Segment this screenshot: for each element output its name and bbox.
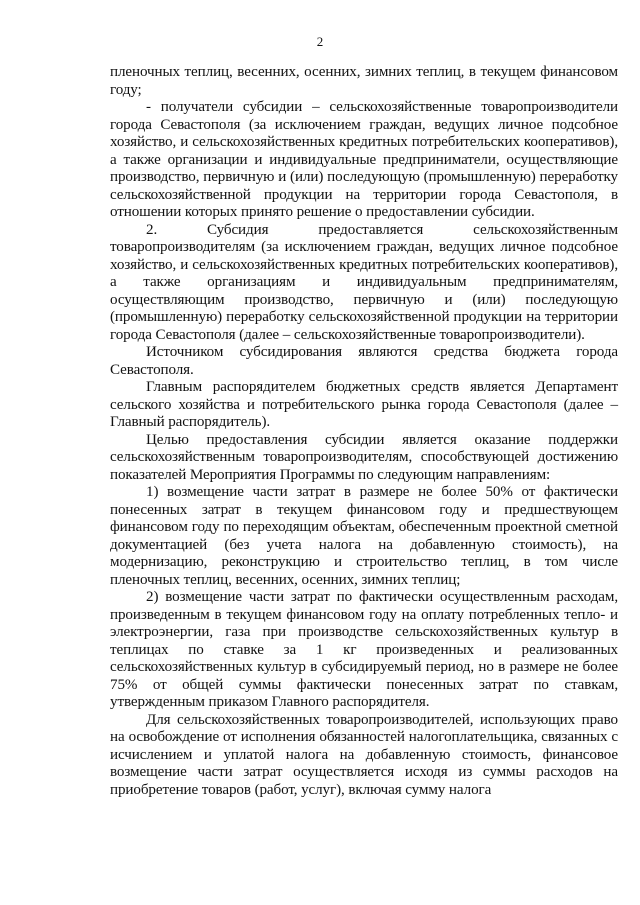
paragraph-direction-2: 2) возмещение части затрат по фактически осуществленным расходам, произведенным в текущем финансовом году на оплату потребленных тепло- и электроэнергии, газа при производстве сельскохозяйственных культур в теплицах по ставке за 1 кг произведенных и реализованных сельскохозяйственных культур в субсидируемый период, но в размере не более 75% от общей суммы фактически понесенных затрат по ставкам, утвержденным приказом Главного распорядителя. — [110, 589, 618, 710]
paragraph-direction-1: 1) возмещение части затрат в размере не более 50% от фактически понесенных затрат в текущем финансовом году и предшествующем финансовом году по переходящим объектам, обеспеченным проектной сметной документацией (без учета налога на добавленную стоимость), на модернизацию, реконструкцию и строительство теплиц, в том числе пленочных теплиц, весенних, осенних, зимних теплиц; — [110, 484, 618, 588]
paragraph-subsidy-recipients: - получатели субсидии – сельскохозяйственные товаропроизводители города Севастополя (за исключением граждан, ведущих личное подсобное хозяйство, и сельскохозяйственных кредитных потребительских кооперативов), а также организации и индивидуальные предприниматели, осуществляющие производство, первичную и (или) последующую (промышленную) переработку сельскохозяйственной продукции на территории города Севастополя, в отношении которых принято решение о предоставлении субсидии. — [110, 99, 618, 220]
paragraph-purpose: Целью предоставления субсидии является оказание поддержки сельскохозяйственным товаропроизводителям, способствующей достижению показателей Мероприятия Программы по следующим направлениям: — [110, 431, 618, 483]
page-number: 2 — [316, 34, 324, 49]
document-body — [110, 64, 618, 799]
paragraph-main-manager: Главным распорядителем бюджетных средств является Департамент сельского хозяйства и потребительского рынка города Севастополя (далее – Главный распорядитель). — [110, 379, 618, 430]
paragraph-funding-source: Источником субсидирования являются средства бюджета города Севастополя. — [110, 344, 618, 378]
paragraph-section-2: 2. Субсидия предоставляется сельскохозяйственным товаропроизводителям (за исключением граждан, ведущих личное подсобное хозяйство, и сельскохозяйственных кредитных потребительских кооперативов), а также организациям и индивидуальным предпринимателям, осуществляющим производство, первичную и (или) последующую (промышленную) переработку сельскохозяйственной продукции на территории города Севастополя (далее – сельскохозяйственные товаропроизводители). — [110, 221, 618, 343]
paragraph-continuation: пленочных теплиц, весенних, осенних, зимних теплиц, в текущем финансовом году; — [110, 64, 618, 98]
paragraph-vat-exempt: Для сельскохозяйственных товаропроизводителей, использующих право на освобождение от исполнения обязанностей налогоплательщика, связанных с исчислением и уплатой налога на добавленную стоимость, финансовое возмещение части затрат осуществляется исходя из суммы расходов на приобретение товаров (работ, услуг), включая сумму налога — [110, 711, 618, 798]
